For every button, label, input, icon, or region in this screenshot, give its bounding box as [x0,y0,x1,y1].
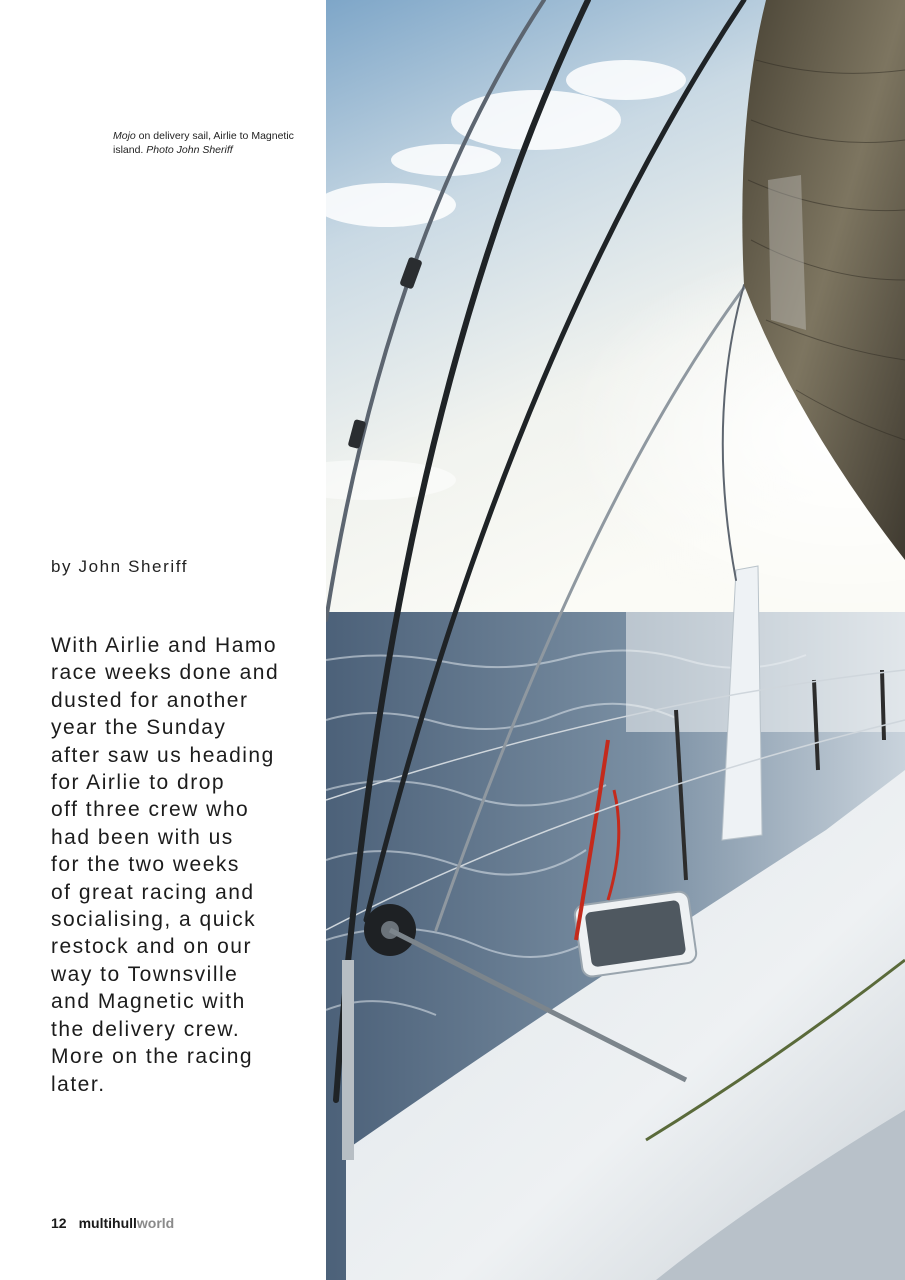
lede-line: of great racing and [51,880,255,904]
page-number: 12 [51,1215,67,1231]
sailing-photo [326,0,905,1280]
caption-boat-name: Mojo [113,130,136,142]
lede-line: restock and on our [51,935,252,959]
caption-credit: Photo John Sheriff [146,143,233,156]
lede-line: for the two weeks [51,853,240,877]
lede-line: year the Sunday [51,716,227,740]
lede-line: More on the racing [51,1045,254,1069]
magazine-brand-bold: multihull [78,1215,137,1231]
lede-line: With Airlie and Hamo [51,634,278,657]
lede-paragraph [51,632,321,1098]
lede-line: and Magnetic with [51,990,246,1014]
photo-caption [113,130,313,157]
lede-line: off three crew who [51,798,250,822]
lede-line: later. [51,1072,106,1096]
lede-line: the delivery crew. [51,1017,241,1041]
lede-line: socialising, a quick [51,908,257,932]
lede-line: had been with us [51,825,234,849]
page-footer [51,1215,174,1231]
lede-line: after saw us heading [51,743,275,767]
magazine-brand-light: world [136,1215,175,1231]
lede-line: race weeks done and [51,661,280,685]
caption-text: on delivery sail, Airlie to Magnetic island. [113,130,294,156]
lede-line: for Airlie to drop [51,771,226,795]
byline: by John Sheriff [51,557,189,576]
lede-line: dusted for another [51,688,249,712]
lede-line: way to Townsville [51,962,239,986]
hatch [574,890,698,977]
